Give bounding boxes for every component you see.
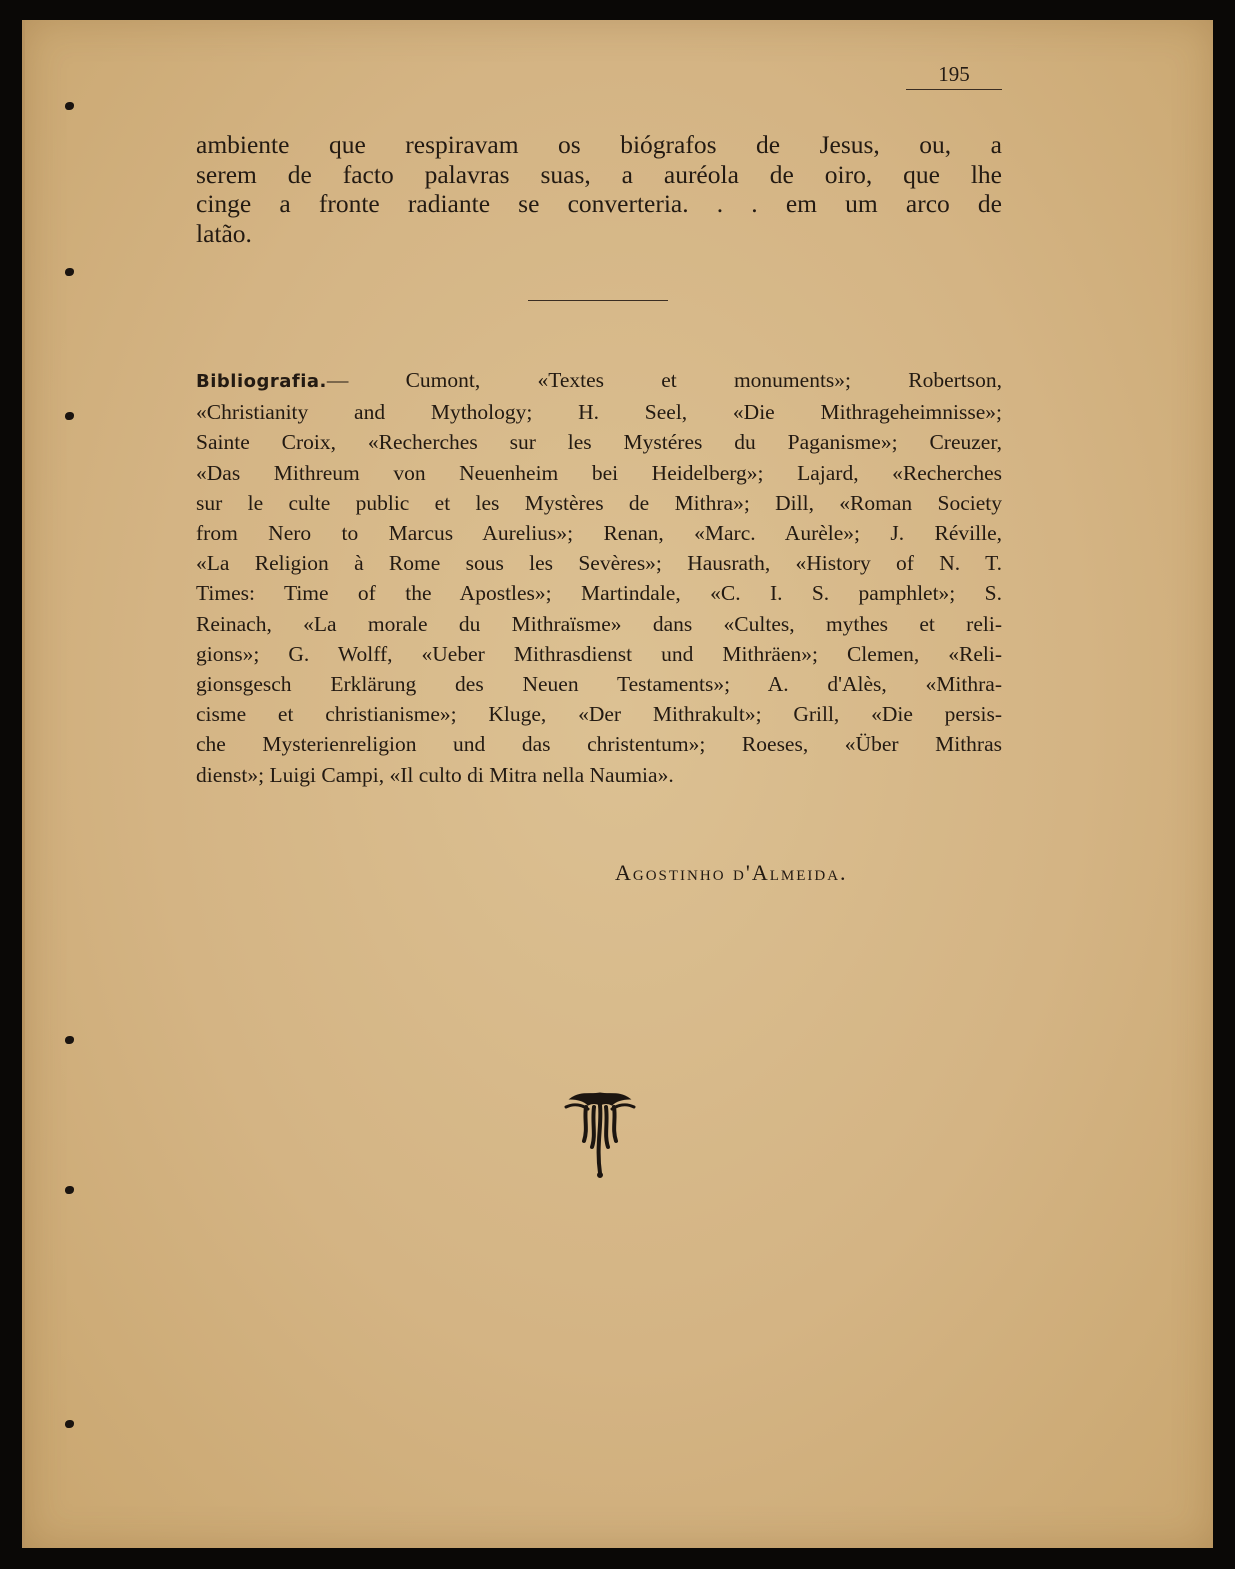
binding-thread-mark	[65, 412, 74, 420]
binding-thread-mark	[65, 1186, 74, 1194]
bibliography-line: Sainte Croix, «Recherches sur les Mystéres du Paganisme»; Creuzer,	[196, 430, 1002, 455]
bibliography-line: «La Religion à Rome sous les Sevères»; Hausrath, «History of N. T.	[196, 551, 1002, 576]
bibliography-line: cisme et christianisme»; Kluge, «Der Mithrakult»; Grill, «Die persis-	[196, 702, 1002, 727]
section-divider	[528, 300, 668, 301]
author-signature: Agostinho d'Almeida.	[615, 860, 848, 885]
bibliography-heading: Bibliografia.	[196, 371, 327, 392]
bibliography-line: Times: Time of the Apostles»; Martindale, «C. I. S. pamphlet»; S.	[196, 581, 1002, 606]
closing-paragraph	[196, 130, 1002, 248]
paragraph-line: latão.	[196, 218, 252, 248]
bibliography-line: sur le culte public et les Mystères de Mithra»; Dill, «Roman Society	[196, 490, 1002, 515]
bibliography-line: Reinach, «La morale du Mithraïsme» dans «Cultes, mythes et reli-	[196, 611, 1002, 636]
bibliography-line: from Nero to Marcus Aurelius»; Renan, «Marc. Aurèle»; J. Réville,	[196, 521, 1002, 546]
bibliography-line: gionsgesch Erklärung des Neuen Testaments»; A. d'Alès, «Mithra-	[196, 672, 1002, 697]
bibliography-line: «Christianity and Mythology; H. Seel, «Die Mithrageheimnisse»;	[196, 400, 1002, 425]
binding-thread-mark	[65, 1420, 74, 1428]
paragraph-line: cinge a fronte radiante se converteria. . . em um arco de	[196, 189, 1002, 218]
bibliography-first-line	[196, 365, 1002, 397]
bibliography-line: gions»; G. Wolff, «Ueber Mithrasdienst und Mithräen»; Clemen, «Reli-	[196, 641, 1002, 666]
paragraph-line: serem de facto palavras suas, a auréola de oiro, que lhe	[196, 159, 1002, 189]
bibliography-line: dienst»; Luigi Campi, «Il culto di Mitra nella Naumia».	[196, 762, 674, 787]
page-number: 195	[906, 62, 1002, 90]
tailpiece-ornament-icon	[560, 1085, 640, 1180]
bibliography-line: «Das Mithreum von Neuenheim bei Heidelberg»; Lajard, «Recherches	[196, 460, 1002, 485]
paragraph-line: ambiente que respiravam os biógrafos de Jesus, ou, a	[196, 130, 1002, 159]
binding-thread-mark	[65, 102, 74, 110]
bibliography-line: che Mysterienreligion und das christentum»; Roeses, «Über Mithras	[196, 732, 1002, 757]
bibliography-section	[196, 365, 1002, 790]
bibliography-line: — Cumont, «Textes et monuments»; Robertson,	[326, 368, 1002, 392]
binding-thread-mark	[65, 268, 74, 276]
binding-thread-mark	[65, 1036, 74, 1044]
